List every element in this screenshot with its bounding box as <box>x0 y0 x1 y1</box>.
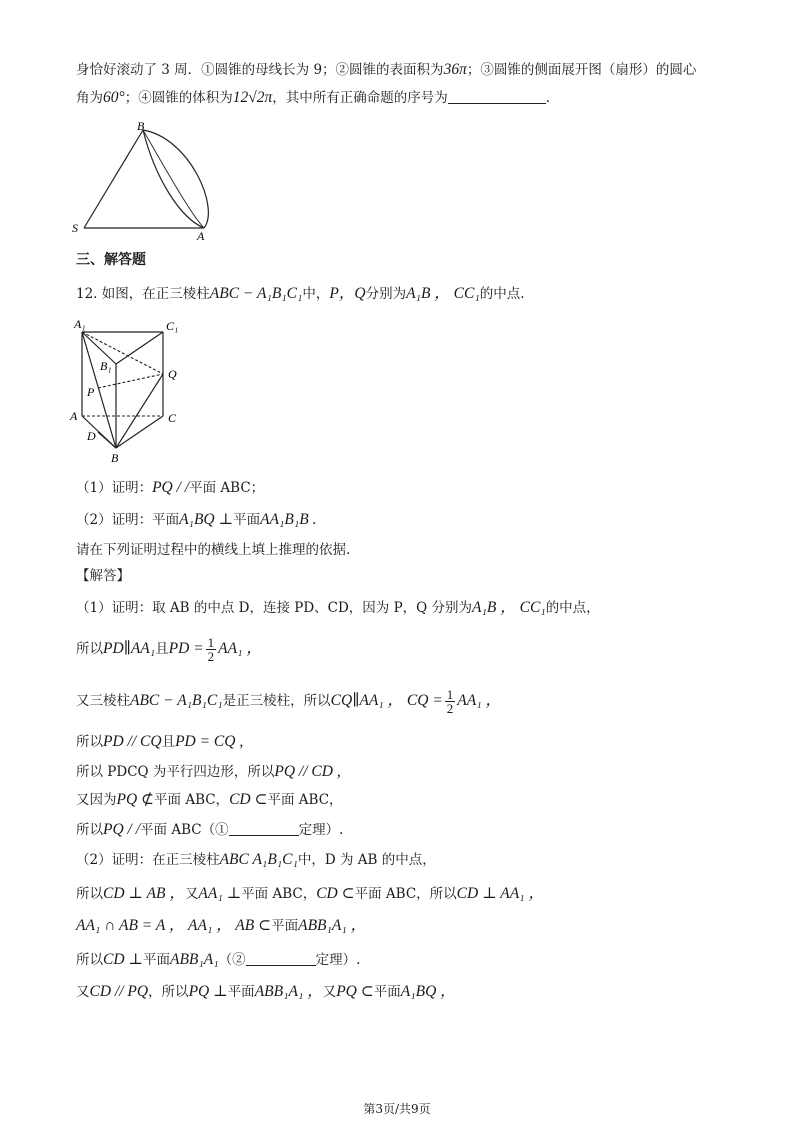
part-2-prompt: （2）证明：平面A₁BQ ⊥平面AA₁B₁B . <box>76 511 317 528</box>
part-1-prompt: （1）证明：PQ / /平面 ABC； <box>76 479 265 496</box>
label-a: A <box>197 229 205 243</box>
solution-line-12: 又CD // PQ，所以PQ ⊥平面ABB₁A₁ ，又PQ ⊂平面A₁BQ ， <box>76 983 456 1000</box>
text-line-2: 角为60°；④圆锥的体积为12√2π，其中所有正确命题的序号为 . <box>76 89 551 106</box>
solution-line-9: 所以CD ⊥ AB ，又AA₁ ⊥平面 ABC，CD ⊂平面 ABC，所以CD ⊥ AA₁ ， <box>76 885 544 902</box>
label-b1: B₁ <box>100 359 112 373</box>
label-q: Q <box>168 367 177 381</box>
label-c1: C₁ <box>166 319 179 333</box>
solution-line-5: 所以 PDCQ 为平行四边形，所以PQ // CD , <box>76 763 341 780</box>
solution-line-2: 所以PD∥AA₁且PD = $\frac{1}{2}$ AA₁ ， <box>76 635 262 664</box>
solution-line-3: 又三棱柱ABC − A₁B₁C₁是正三棱柱，所以CQ∥AA₁ ， CQ = $\frac{1}{2}$ AA₁ ， <box>76 687 501 716</box>
label-a: A <box>70 409 78 423</box>
instruction: 请在下列证明过程中的横线上填上推理的依据. <box>76 542 351 558</box>
solution-line-1: （1）证明：取 AB 的中点 D，连接 PD、CD，因为 P，Q 分别为A₁B ， CC₁的中点， <box>76 599 600 616</box>
solution-line-4: 所以PD // CQ且PD = CQ , <box>76 733 244 750</box>
label-p: P <box>87 385 95 399</box>
prism-figure <box>68 316 193 466</box>
solution-line-8: （2）证明：在正三棱柱ABC A₁B₁C₁中，D 为 AB 的中点， <box>76 851 436 868</box>
page-footer: 第3页/共9页 <box>363 1102 431 1116</box>
blank-2 <box>246 951 316 966</box>
section-heading: 三、解答题 <box>76 252 146 268</box>
label-a1: A₁ <box>74 317 86 331</box>
fraction-half: $\frac{1}{2}$ <box>207 635 215 664</box>
label-d: D <box>87 429 96 443</box>
solution-line-6: 又因为PQ ⊄平面 ABC，CD ⊂平面 ABC， <box>76 791 343 808</box>
blank-1 <box>229 821 299 836</box>
cone-figure <box>70 118 220 243</box>
text-line-1: 身恰好滚动了 3 周．①圆锥的母线长为 9；②圆锥的表面积为36π；③圆锥的侧面展开图（扇形）的圆心 <box>76 61 697 78</box>
volume-value: 12√2π <box>232 89 273 106</box>
answer-blank <box>448 89 546 104</box>
answer-heading: 【解答】 <box>76 568 130 584</box>
surface-area-value: 36π <box>443 61 467 78</box>
solution-line-10: AA₁ ∩ AB = A ， AA₁ ， AB ⊂平面ABB₁A₁ ， <box>76 917 367 934</box>
fraction-half: $\frac{1}{2}$ <box>446 687 454 716</box>
label-c: C <box>168 411 177 425</box>
solution-line-7: 所以PQ / /平面 ABC（① 定理）. <box>76 821 344 838</box>
label-s: S <box>72 221 78 235</box>
solution-line-11: 所以CD ⊥平面ABB₁A₁（② 定理）. <box>76 951 361 968</box>
label-b: B <box>111 451 119 465</box>
label-b: B <box>137 119 145 133</box>
question-12: 12. 如图，在正三棱柱ABC − A₁B₁C₁中，P，Q分别为A₁B ， CC₁的中点. <box>76 285 525 302</box>
